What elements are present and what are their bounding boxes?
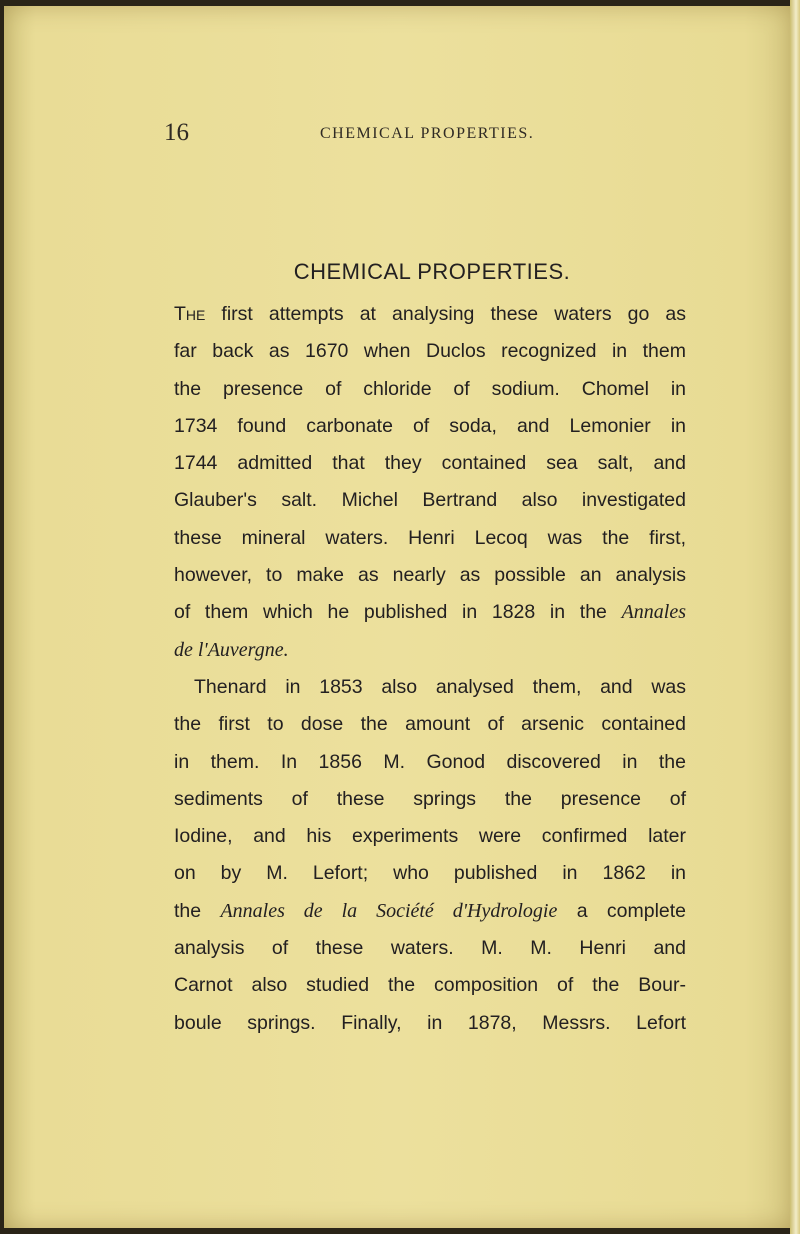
- line-text: of them which he published in 1828 in the: [174, 601, 607, 624]
- text-line: Glauber's salt. Michel Bertrand also investigated: [174, 489, 686, 512]
- text-line: Carnot also studied the composition of the Bour-: [174, 974, 686, 997]
- page-number: 16: [164, 119, 189, 146]
- text-line: these mineral waters. Henri Lecoq was the first,: [174, 526, 686, 549]
- text-line: Thenard in 1853 also analysed them, and was: [194, 675, 686, 698]
- lead-word: The: [174, 303, 206, 325]
- text-line: 1744 admitted that they contained sea salt, and: [174, 452, 686, 475]
- text-line: however, to make as nearly as possible an analysis: [174, 564, 686, 587]
- text-line: [174, 594, 686, 631]
- text-line: far back as 1670 when Duclos recognized in them: [174, 340, 686, 363]
- text-line: on by M. Lefort; who published in 1862 in: [174, 862, 686, 885]
- text-line: [174, 296, 686, 333]
- text-line: [174, 632, 686, 669]
- text-line: analysis of these waters. M. M. Henri and: [174, 937, 686, 960]
- book-page: [4, 6, 792, 1228]
- text-line: boule springs. Finally, in 1878, Messrs. Lefort: [174, 1011, 686, 1034]
- line-text: first attempts at analysing these waters go as: [205, 303, 686, 325]
- text-line: sediments of these springs the presence of: [174, 787, 686, 810]
- body-text: [174, 254, 686, 1042]
- text-line: Iodine, and his experiments were confirmed later: [174, 825, 686, 848]
- italic-title: Annales de la Société d'Hydrologie: [220, 899, 558, 922]
- text-line: in them. In 1856 M. Gonod discovered in the: [174, 750, 686, 773]
- line-text: a complete: [576, 899, 687, 922]
- text-line: the first to dose the amount of arsenic contained: [174, 713, 686, 736]
- page-edge: [790, 0, 800, 1234]
- text-line: 1734 found carbonate of soda, and Lemonier in: [174, 414, 686, 437]
- running-title: CHEMICAL PROPERTIES.: [320, 125, 535, 142]
- running-head: [4, 118, 792, 148]
- line-text: the: [174, 899, 202, 922]
- text-line: [174, 893, 686, 930]
- text-line: the presence of chloride of sodium. Chomel in: [174, 377, 686, 400]
- section-heading: CHEMICAL PROPERTIES.: [293, 259, 571, 284]
- italic-title: de l'Auvergne.: [174, 638, 289, 661]
- italic-title: Annales: [621, 601, 687, 624]
